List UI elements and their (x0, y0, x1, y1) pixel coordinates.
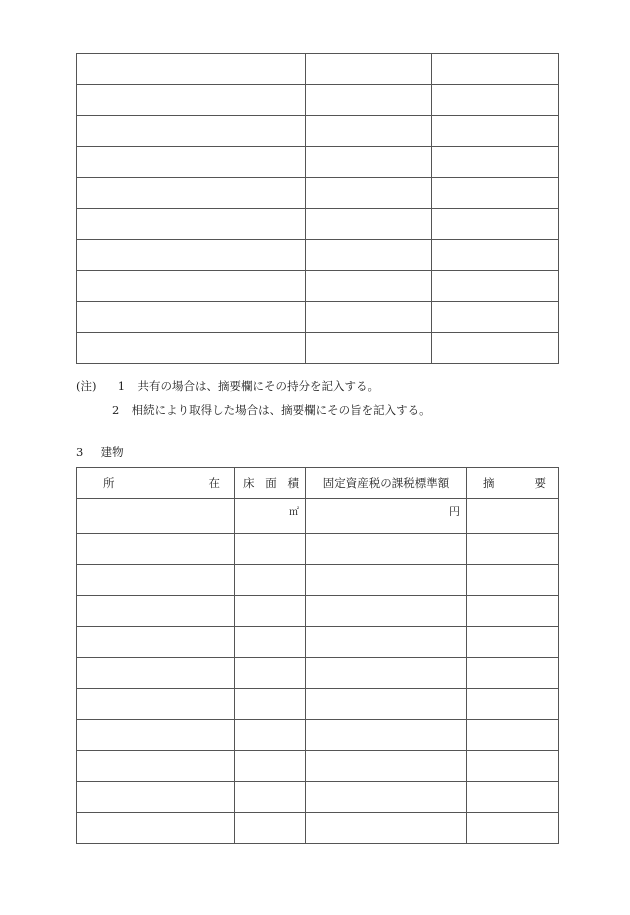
note-1 (76, 374, 431, 398)
cell (467, 782, 559, 813)
cell (306, 596, 467, 627)
table-row (77, 209, 559, 240)
cell (306, 534, 467, 565)
cell (306, 178, 432, 209)
cell (306, 627, 467, 658)
cell (306, 116, 432, 147)
cell (432, 333, 559, 364)
section-number: 3 (76, 445, 84, 459)
cell (77, 147, 306, 178)
cell (306, 147, 432, 178)
cell (77, 813, 235, 844)
cell (306, 720, 467, 751)
cell (432, 240, 559, 271)
table-row (77, 54, 559, 85)
cell (467, 499, 559, 534)
cell (77, 116, 306, 147)
cell (235, 565, 306, 596)
cell (306, 658, 467, 689)
cell (77, 499, 235, 534)
cell (77, 627, 235, 658)
cell (77, 534, 235, 565)
cell (306, 813, 467, 844)
table-row (77, 85, 559, 116)
cell (77, 209, 306, 240)
cell (432, 116, 559, 147)
building-table-body (77, 468, 559, 844)
cell (77, 720, 235, 751)
cell (235, 627, 306, 658)
table-row (77, 782, 559, 813)
table-row (77, 333, 559, 364)
cell (306, 240, 432, 271)
cell (306, 689, 467, 720)
unit-yen: 円 (306, 499, 467, 534)
cell (77, 565, 235, 596)
cell (77, 782, 235, 813)
cell (432, 54, 559, 85)
cell (77, 751, 235, 782)
cell (235, 689, 306, 720)
table-row (77, 720, 559, 751)
cell (432, 209, 559, 240)
table-row (77, 596, 559, 627)
cell (77, 333, 306, 364)
cell (467, 627, 559, 658)
cell (432, 85, 559, 116)
cell (77, 596, 235, 627)
notes (76, 374, 431, 422)
cell (432, 302, 559, 333)
table-row (77, 116, 559, 147)
table-row (77, 240, 559, 271)
cell (235, 658, 306, 689)
unit-area: ㎡ (235, 499, 306, 534)
cell (306, 302, 432, 333)
land-table (76, 53, 559, 364)
cell (432, 271, 559, 302)
cell (467, 813, 559, 844)
section-heading (76, 444, 124, 460)
header-row (77, 468, 559, 499)
table-row (77, 302, 559, 333)
table-row (77, 658, 559, 689)
table-row (77, 813, 559, 844)
header-location: 所 在 (77, 468, 235, 499)
cell (467, 720, 559, 751)
table-row (77, 627, 559, 658)
cell (77, 689, 235, 720)
cell (77, 658, 235, 689)
land-table-body (77, 54, 559, 364)
table-row (77, 689, 559, 720)
cell (77, 271, 306, 302)
note-prefix: (注) (76, 379, 97, 393)
table-row (77, 534, 559, 565)
cell (235, 751, 306, 782)
cell (306, 751, 467, 782)
cell (235, 720, 306, 751)
cell (432, 178, 559, 209)
cell (306, 565, 467, 596)
section-title: 建物 (100, 445, 124, 459)
cell (77, 302, 306, 333)
header-remarks: 摘 要 (467, 468, 559, 499)
table-row (77, 565, 559, 596)
cell (467, 565, 559, 596)
cell (235, 813, 306, 844)
cell (235, 782, 306, 813)
cell (306, 209, 432, 240)
cell (467, 596, 559, 627)
units-row (77, 499, 559, 534)
cell (467, 534, 559, 565)
cell (306, 54, 432, 85)
cell (432, 147, 559, 178)
cell (306, 782, 467, 813)
note-number: 2 (112, 403, 120, 417)
cell (306, 271, 432, 302)
cell (467, 658, 559, 689)
cell (77, 54, 306, 85)
table-row (77, 178, 559, 209)
table-row (77, 147, 559, 178)
cell (77, 85, 306, 116)
cell (306, 85, 432, 116)
header-floor-area: 床 面 積 (235, 468, 306, 499)
table-row (77, 271, 559, 302)
cell (235, 534, 306, 565)
cell (306, 333, 432, 364)
note-text: 相続により取得した場合は、摘要欄にその旨を記入する。 (131, 403, 431, 417)
header-tax-value: 固定資産税の課税標準額 (306, 468, 467, 499)
cell (467, 751, 559, 782)
cell (235, 596, 306, 627)
cell (467, 689, 559, 720)
note-text: 共有の場合は、摘要欄にその持分を記入する。 (137, 379, 379, 393)
note-number: 1 (117, 379, 126, 393)
cell (77, 178, 306, 209)
building-table (76, 467, 559, 844)
cell (77, 240, 306, 271)
note-2 (76, 398, 431, 422)
table-row (77, 751, 559, 782)
